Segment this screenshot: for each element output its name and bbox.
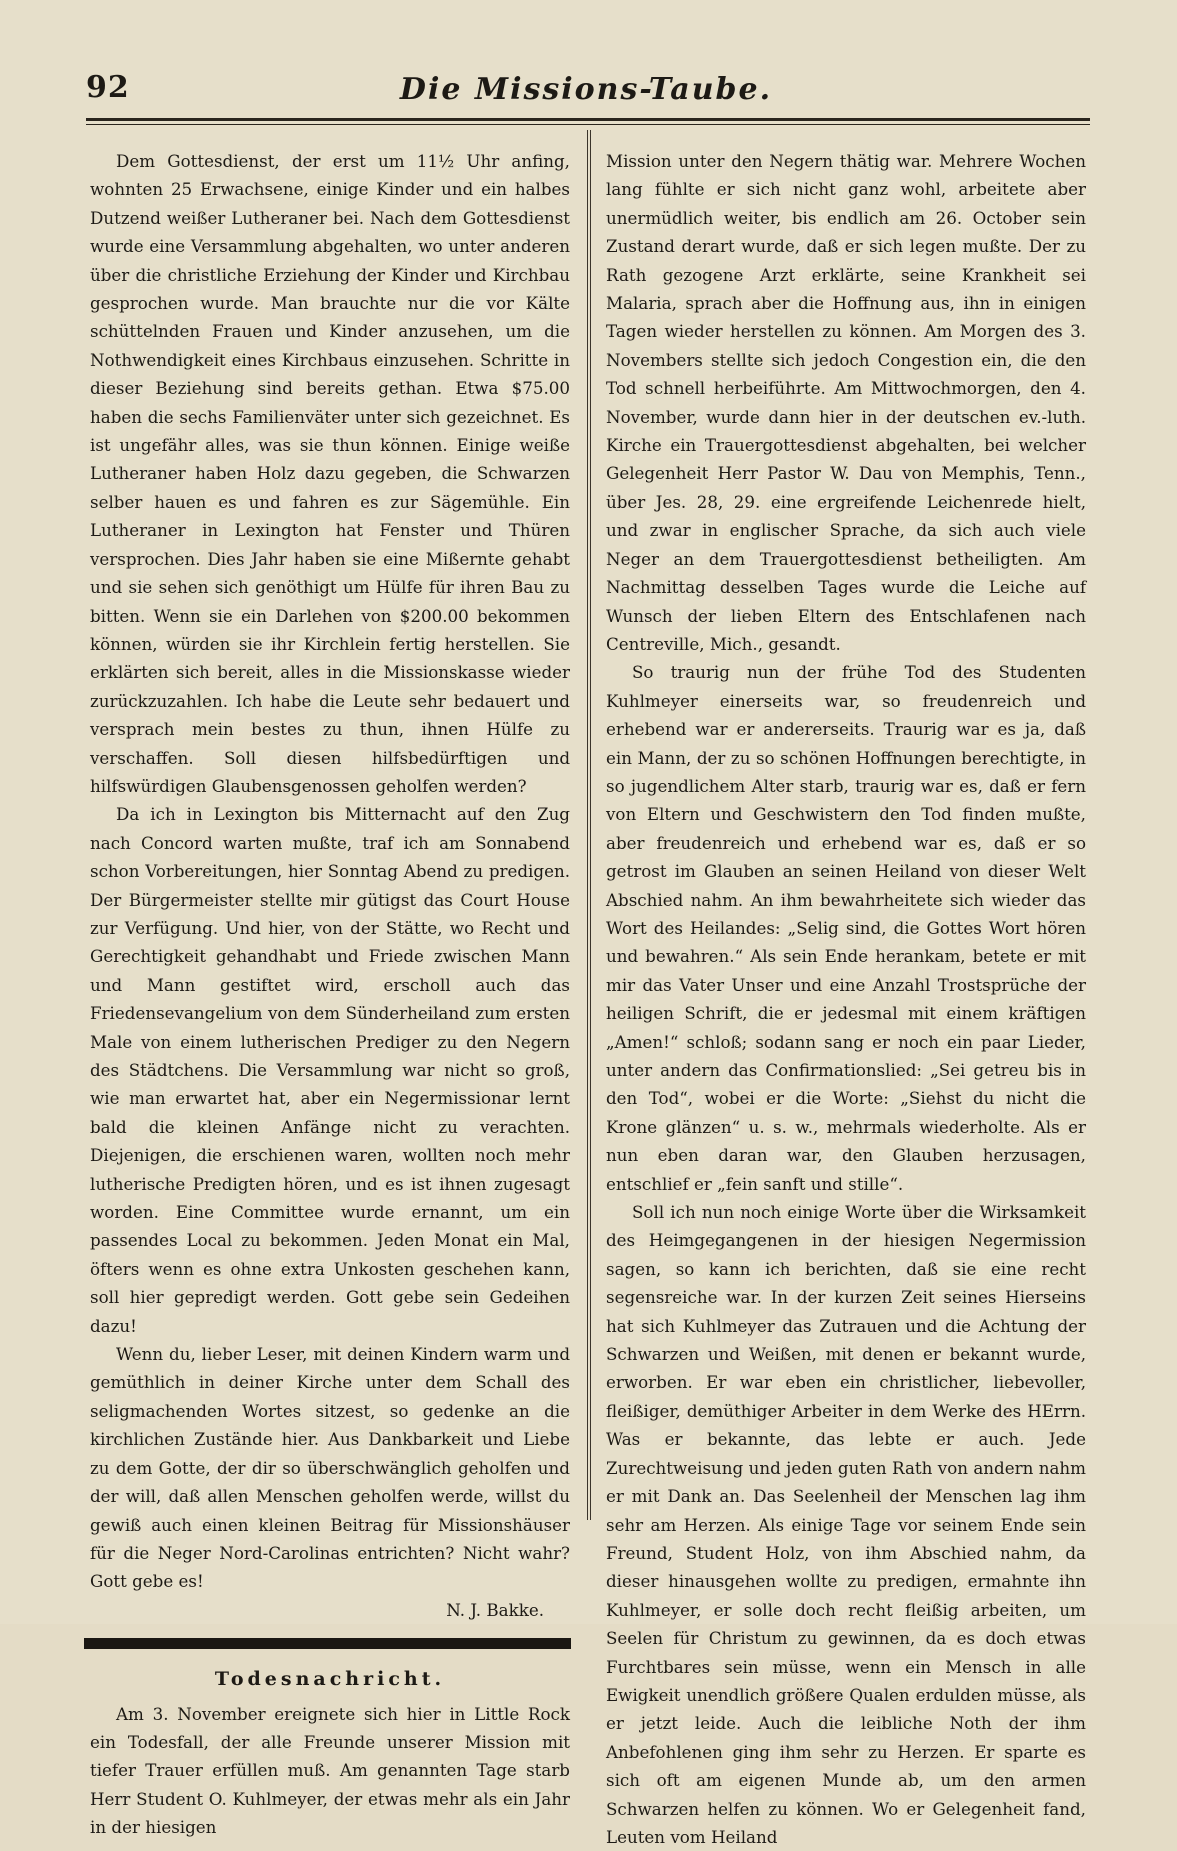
right-column [606,147,1086,1851]
author-signature: N. J. Bakke. [446,1599,544,1620]
masthead-title: Die Missions-Taube. [399,72,773,107]
header-rule-thin [86,124,1090,125]
header-rule [86,118,1090,121]
paragraph: Wenn du, lieber Leser, mit deinen Kindern warm und gemüthlich in deiner Kirche unter dem Schall des seligmachenden Wortes sitzest, so gedenke an die kirchlichen Zustände hier. Aus Dankbarkeit und Liebe zu dem Gotte, der dir so überschwänglich geholfen und der will, daß allen Menschen geholfen werde, willst du gewiß auch einen kleinen Beitrag für Missionshäuser für die Neger Nord-Carolinas entrichten? Nicht wahr? Gott gebe es! [90,1344,570,1592]
page-number: 92 [86,70,130,105]
paragraph: So traurig nun der frühe Tod des Studenten Kuhlmeyer einerseits war, so freudenreich und erhebend war er andererseits. Traurig war es ja, daß ein Mann, der zu so schönen Hoffnungen berechtigte, in so jugendlichem Alter starb, traurig war es, daß er fern von Eltern und Geschwistern den Tod finden mußte, aber freudenreich und erhebend war es, daß er so getrost im Glauben an seinen Heiland von dieser Welt Abschied nahm. An ihm bewahrheitete sich wieder das Wort des Heilandes: „Selig sind, die Gottes Wort hören und bewahren.“ Als sein Ende herankam, betete er mit mir das Vater Unser und eine Anzahl Trostsprüche der heiligen Schrift, die er jedesmal mit einem kräftigen „Amen!“ schloß; sodann sang er noch ein paar Lieder, unter andern das Confirmationslied: „Sei getreu bis in den Tod“, wobei er die Worte: „Siehst du nicht die Krone glänzen“ u. s. w., mehrmals wiederholte. Als er nun eben daran war, den Glauben herzusagen, entschlief er „fein sanft und stille“. [606,662,1086,1194]
obituary-paragraph: Am 3. November ereignete sich hier in Little Rock ein Todesfall, der alle Freunde unserer Mission mit tiefer Trauer erfüllen muß. Am genannten Tage starb Herr Student O. Kuhlmeyer, der etwas mehr als ein Jahr in der hiesigen [90,1703,570,1838]
page-header [86,70,1086,120]
column-divider-2 [590,130,591,1520]
left-column [90,147,570,1842]
paragraph: Da ich in Lexington bis Mitternacht auf den Zug nach Concord warten mußte, traf ich am Sonnabend schon Vorbereitungen, hier Sonntag Abend zu predigen. Der Bürgermeister stellte mir gütigst das Court House zur Verfügung. Und hier, von der Stätte, wo Recht und Gerechtigkeit gehandhabt und Friede zwischen Mann und Mann gestiftet wird, erscholl auch das Friedensevangelium von dem Sünderheiland zum ersten Male von einem lutherischen Prediger zu den Negern des Städtchens. Die Versammlung war nicht so groß, wie man erwartet hat, aber ein Negermissionar lernt bald die kleinen Anfänge nicht zu verachten. Diejenigen, die erschienen waren, wollten noch mehr lutherische Predigten hören, und es ist ihnen zugesagt worden. Eine Committee wurde ernannt, um ein passendes Local zu bekommen. Jeden Monat ein Mal, öfters wenn es ohne extra Unkosten geschehen kann, soll hier gepredigt werden. Gott gebe sein Gedeihen dazu! [90,804,570,1336]
paragraph: Dem Gottesdienst, der erst um 11½ Uhr anfing, wohnten 25 Erwachsene, einige Kinder und ein halbes Dutzend weißer Lutheraner bei. Nach dem Gottesdienst wurde eine Versammlung abgehalten, wo unter anderen über die christliche Erziehung der Kinder und Kirchbau gesprochen wurde. Man brauchte nur die vor Kälte schüttelnden Frauen und Kinder anzusehen, um die Nothwendigkeit eines Kirchbaus einzusehen. Schritte in dieser Beziehung sind bereits gethan. Etwa $75.00 haben die sechs Familienväter unter sich gezeichnet. Es ist ungefähr alles, was sie thun können. Einige weiße Lutheraner haben Holz dazu gegeben, die Schwarzen selber hauen es und fahren es zur Sägemühle. Ein Lutheraner in Lexington hat Fenster und Thüren versprochen. Dies Jahr haben sie eine Mißernte gehabt und sie sehen sich genöthigt um Hülfe für ihren Bau zu bitten. Wenn sie ein Darlehen von $200.00 bekommen können, würden sie ihr Kirchlein fertig herstellen. Sie erklärten sich bereit, alles in die Missionskasse wieder zurückzuzahlen. Ich habe die Leute sehr bedauert und versprach mein bestes zu thun, ihnen Hülfe zu verschaffen. Soll diesen hilfsbedürftigen und hilfswürdigen Glaubensgenossen geholfen werden? [90,151,570,796]
paragraph: Soll ich nun noch einige Worte über die Wirksamkeit des Heimgegangenen in der hiesigen Negermission sagen, so kann ich berichten, daß sie eine recht segensreiche war. In der kurzen Zeit seines Hierseins hat sich Kuhlmeyer das Zutrauen und die Achtung der Schwarzen und Weißen, mit denen er bekannt wurde, erworben. Er war eben ein christlicher, liebevoller, fleißiger, demüthiger Arbeiter in dem Werke des HErrn. Was er bekannte, das lebte er auch. Jede Zurechtweisung und jeden guten Rath von andern nahm er mit Dank an. Das Seelenheil der Menschen lag ihm sehr am Herzen. Als einige Tage vor seinem Ende sein Freund, Student Holz, von ihm Abschied nahm, da dieser hinausgehen wollte zu predigen, ermahnte ihn Kuhlmeyer, er solle doch recht fleißig arbeiten, um Seelen für Christum zu gewinnen, da es doch etwas Furchtbares sein müsse, wenn ein Mensch in alle Ewigkeit unendlich größere Qualen erdulden müsse, als er jetzt leide. Auch die leibliche Noth der ihm Anbefohlenen ging ihm sehr zu Herzen. Er sparte es sich oft am eigenen Munde ab, um den armen Schwarzen helfen zu können. Wo er Gelegenheit fand, Leuten vom Heiland [606,1202,1086,1847]
column-divider [587,130,588,1520]
section-divider-bar [84,1638,571,1649]
section-heading: Todesnachricht. [214,1668,446,1691]
paragraph: Mission unter den Negern thätig war. Mehrere Wochen lang fühlte er sich nicht ganz wohl, arbeitete aber unermüdlich weiter, bis endlich am 26. October sein Zustand derart wurde, daß er sich legen mußte. Der zu Rath gezogene Arzt erklärte, seine Krankheit sei Malaria, sprach aber die Hoffnung aus, ihn in einigen Tagen wieder herstellen zu können. Am Morgen des 3. Novembers stellte sich jedoch Congestion ein, die den Tod schnell herbeiführte. Am Mittwochmorgen, den 4. November, wurde dann hier in der deutschen ev.-luth. Kirche ein Trauergottesdienst abgehalten, bei welcher Gelegenheit Herr Pastor W. Dau von Memphis, Tenn., über Jes. 28, 29. eine ergreifende Leichenrede hielt, und zwar in englischer Sprache, da sich auch viele Neger an dem Trauergottesdienst betheiligten. Am Nachmittag desselben Tages wurde die Leiche auf Wunsch der lieben Eltern des Entschlafenen nach Centreville, Mich., gesandt. [606,151,1086,654]
